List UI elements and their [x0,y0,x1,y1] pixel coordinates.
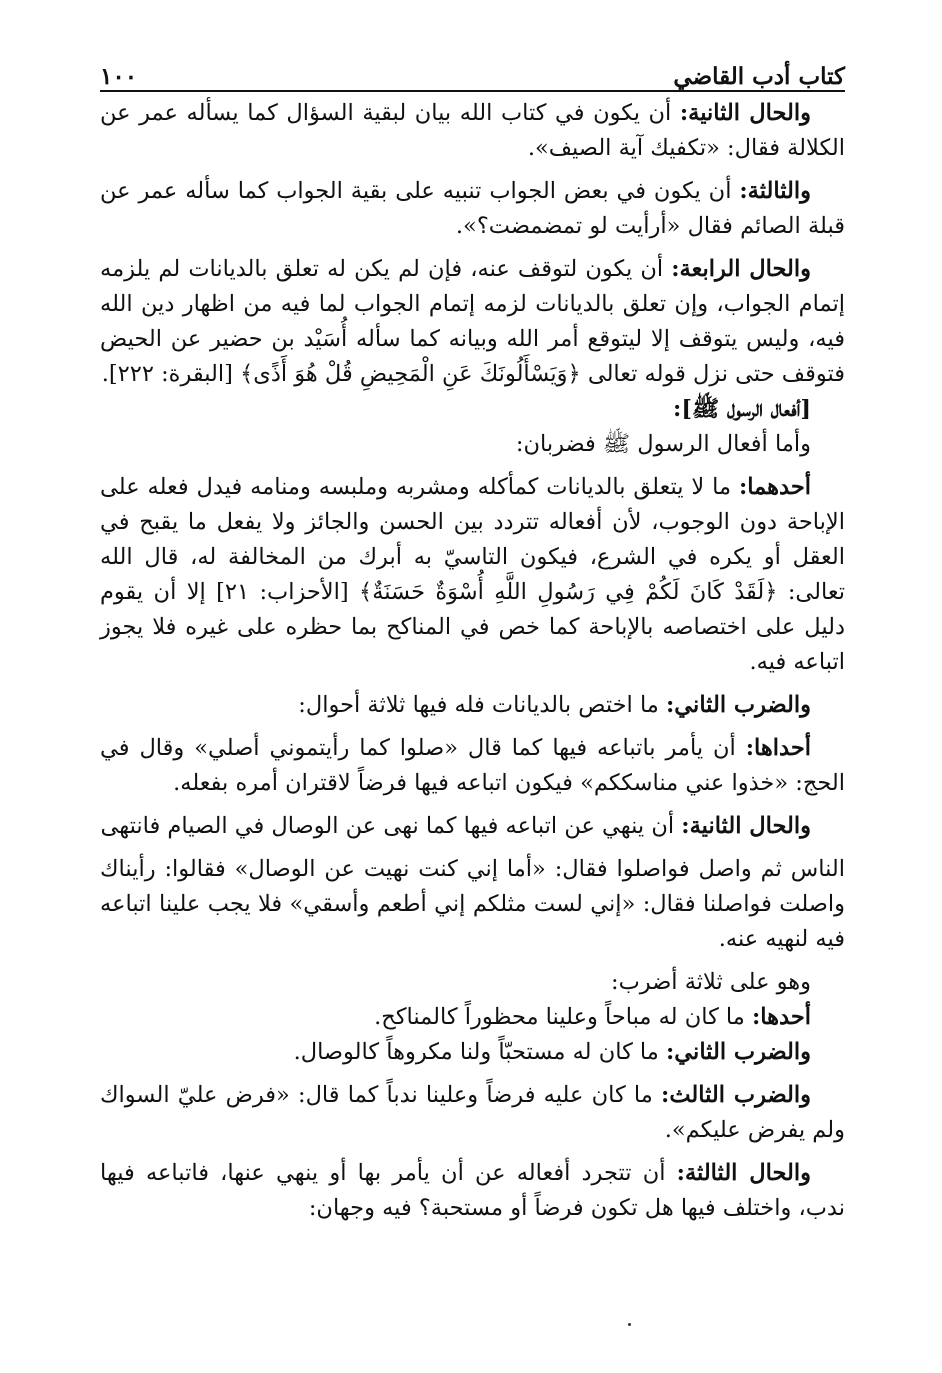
paragraph [100,96,845,166]
book-title: كتاب أدب القاضي [673,63,845,90]
paragraph [100,174,845,244]
paragraph-lead: والضرب الثاني: [666,692,811,718]
document-page [100,56,845,1226]
paragraph-lead: [أفعال الرسول ﷺ]: [673,396,811,422]
paragraph-lead: أحدهما: [738,474,811,500]
print-dot [628,1323,631,1326]
paragraph [100,470,845,680]
paragraph-lead: والحال الثانية: [681,813,811,839]
paragraph-text: أن يكون في كتاب الله بيان لبقية السؤال كما يسأله عمر عن الكلالة فقال: «تكفيك آية الصيف». [100,100,845,161]
paragraph [100,731,845,801]
paragraph-lead: والحال الثانية: [679,100,811,126]
paragraph-lead: أحداها: [745,735,811,761]
paragraph-text: ما اختص بالديانات فله فيها ثلاثة أحوال: [298,692,666,718]
paragraph-text: ما كان عليه فرضاً وعلينا ندباً كما قال: «فرض عليّ السواك ولم يفرض عليكم». [100,1082,845,1143]
paragraph [100,1156,845,1226]
paragraph [100,252,845,392]
paragraph-lead: والحال الرابعة: [671,256,811,282]
paragraph [100,688,845,723]
paragraph [100,427,845,462]
page-header [100,56,845,92]
paragraph [100,809,845,844]
paragraph-text: أن يكون لتوقف عنه، فإن لم يكن له تعلق بالديانات لم يلزمه إتمام الجواب، وإن تعلق بالديانات لزمه إتمام الجواب لما فيه من اظهار دين الله فيه، وليس يتوقف إلا ليتوقع أمر الله وبيانه كما سأله أُسَيْد بن حضير عن الحيض فتوقف حتى نزل قوله تعالى ﴿وَيَسْأَلُونَكَ عَنِ الْمَحِيضِ قُلْ هُوَ أَذًى﴾ [البقرة: ٢٢٢]. [100,256,845,387]
paragraph-text: أن ينهي عن اتباعه فيها كما نهى عن الوصال في الصيام فانتهى [100,813,682,839]
paragraph-text: ما كان له مستحبّاً ولنا مكروهاً كالوصال. [293,1039,666,1065]
paragraph-text: وأما أفعال الرسول ﷺ فضربان: [515,431,811,457]
page-number: ١٠٠ [100,63,138,90]
paragraph-text: أن يكون في بعض الجواب تنبيه على بقية الجواب كما سأله عمر عن قبلة الصائم فقال «أرأيت لو تمضمضت؟». [100,178,845,239]
paragraph [100,852,845,957]
paragraph [100,1078,845,1148]
paragraph-text: أن تتجرد أفعاله عن أن يأمر بها أو ينهي عنها، فاتباعه فيها ندب، واختلف فيها هل تكون فرضاً أو مستحبة؟ فيه وجهان: [100,1160,845,1221]
paragraph-lead: والضرب الثاني: [666,1039,811,1065]
section-heading [100,392,845,427]
paragraph-text: وهو على ثلاثة أضرب: [611,969,811,995]
paragraph-lead: والضرب الثالث: [661,1082,812,1108]
paragraph [100,1035,845,1070]
paragraph-lead: أحدها: [752,1004,811,1030]
paragraph [100,1000,845,1035]
paragraph-lead: والحال الثالثة: [676,1160,811,1186]
paragraph-text: ما كان له مباحاً وعلينا محظوراً كالمناكح. [374,1004,752,1030]
paragraph [100,965,845,1000]
paragraph-lead: والثالثة: [739,178,811,204]
paragraph-text: الناس ثم واصل فواصلوا فقال: «أما إني كنت نهيت عن الوصال» فقالوا: رأيناك واصلت فواصلنا فقال: «إني لست مثلكم إني أطعم وأسقي» فلا يجب علينا اتباعه فيه لنهيه عنه. [100,856,845,952]
paragraph-text: ما لا يتعلق بالديانات كمأكله ومشربه وملبسه ومنامه فيدل فعله على الإباحة دون الوجوب، لأن أفعاله تتردد بين الحسن والجائز ولا يفعل ما يقبح في العقل أو يكره في الشرع، فيكون التاسيّ به أبرك من المخالفة له، قال الله تعالى: ﴿لَقَدْ كَانَ لَكُمْ فِي رَسُولِ اللَّهِ أُسْوَةٌ حَسَنَةٌ﴾ [الأحزاب: ٢١] إلا أن يقوم دليل على اختصاصه بالإباحة كما خص في المناكح بما حظره على غيره فلا يجوز اتباعه فيه. [100,474,845,675]
paragraph-text: أن يأمر باتباعه فيها كما قال «صلوا كما رأيتموني أصلي» وقال في الحج: «خذوا عني مناسككم» فيكون اتباعه فيها فرضاً لاقتران أمره بفعله. [100,735,845,796]
